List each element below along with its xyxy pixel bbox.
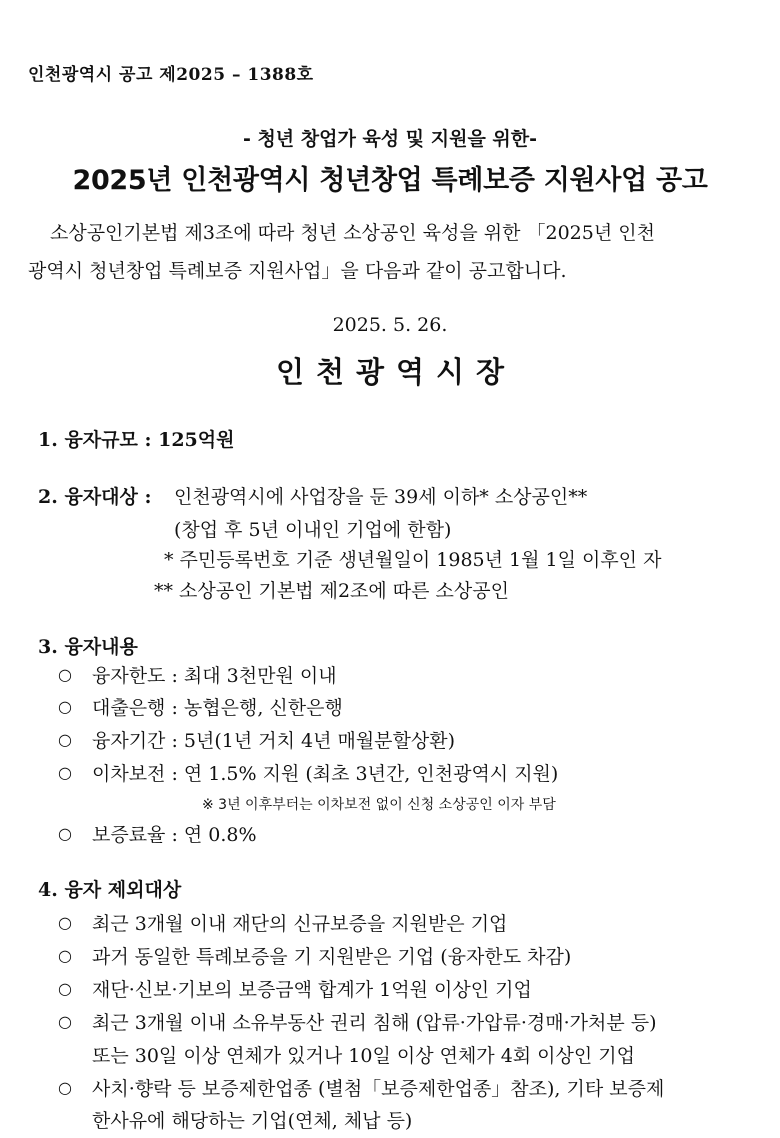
bullet-icon: ○ [58,1078,72,1097]
list-item: 융자한도 : 최대 3천만원 이내 [92,665,337,687]
list-item: 이차보전 : 연 1.5% 지원 (최초 3년간, 인천광역시 지원) [92,763,559,785]
document-title: 2025년 인천광역시 청년창업 특례보증 지원사업 공고 [72,165,708,196]
bullet-icon: ○ [58,824,72,843]
notice-number: 인천광역시 공고 제2025 – 1388호 [28,65,314,85]
bullet-icon: ○ [58,946,72,965]
list-item: 재단·신보·기보의 보증금액 합계가 1억원 이상인 기업 [92,979,532,1001]
list-item: 최근 3개월 이내 소유부동산 권리 침해 (압류·가압류·경매·가처분 등) [92,1012,657,1034]
section-2-footnote-1: * 주민등록번호 기준 생년월일이 1985년 1월 1일 이후인 자 [164,549,662,571]
list-item: 과거 동일한 특례보증을 기 지원받은 기업 (융자한도 차감) [92,946,572,968]
bullet-icon: ○ [58,730,72,749]
document-subtitle: - 청년 창업가 육성 및 지원을 위한- [242,128,538,150]
section-2-heading: 2. 융자대상 : [38,486,152,508]
section-3-heading: 3. 융자내용 [38,636,138,658]
list-item: 최근 3개월 이내 재단의 신규보증을 지원받은 기업 [92,913,508,935]
section-2-target-line-2: (창업 후 5년 이내인 기업에 한함) [174,519,452,541]
section-2-target-line-1: 인천광역시에 사업장을 둔 39세 이하* 소상공인** [174,486,588,508]
bullet-icon: ○ [58,697,72,716]
section-2-footnote-2: ** 소상공인 기본법 제2조에 따른 소상공인 [154,580,509,602]
section-3-note: ※ 3년 이후부터는 이차보전 없이 신청 소상공인 이자 부담 [202,797,556,813]
intro-paragraph-line-2: 광역시 청년창업 특례보증 지원사업」을 다음과 같이 공고합니다. [28,260,567,282]
list-item-continuation: 또는 30일 이상 연체가 있거나 10일 이상 연체가 4회 이상인 기업 [92,1045,635,1067]
section-4-heading: 4. 융자 제외대상 [38,879,182,901]
list-item: 사치·향락 등 보증제한업종 (별첨「보증제한업종」참조), 기타 보증제 [92,1078,665,1100]
list-item: 대출은행 : 농협은행, 신한은행 [92,697,343,719]
bullet-icon: ○ [58,665,72,684]
list-item: 융자기간 : 5년(1년 거치 4년 매월분할상환) [92,730,456,752]
bullet-icon: ○ [58,913,72,932]
intro-paragraph-line-1: 소상공인기본법 제3조에 따라 청년 소상공인 육성을 위한 「2025년 인천 [50,222,655,244]
list-item-continuation: 한사유에 해당하는 기업(연체, 체납 등) [92,1110,413,1132]
bullet-icon: ○ [58,1012,72,1031]
bullet-icon: ○ [58,979,72,998]
announcement-date: 2025. 5. 26. [332,314,448,336]
section-1-heading: 1. 융자규모 : 125억원 [38,429,235,451]
bullet-icon: ○ [58,763,72,782]
issuer-name: 인천광역시장 [275,355,517,389]
list-item: 보증료율 : 연 0.8% [92,824,257,846]
